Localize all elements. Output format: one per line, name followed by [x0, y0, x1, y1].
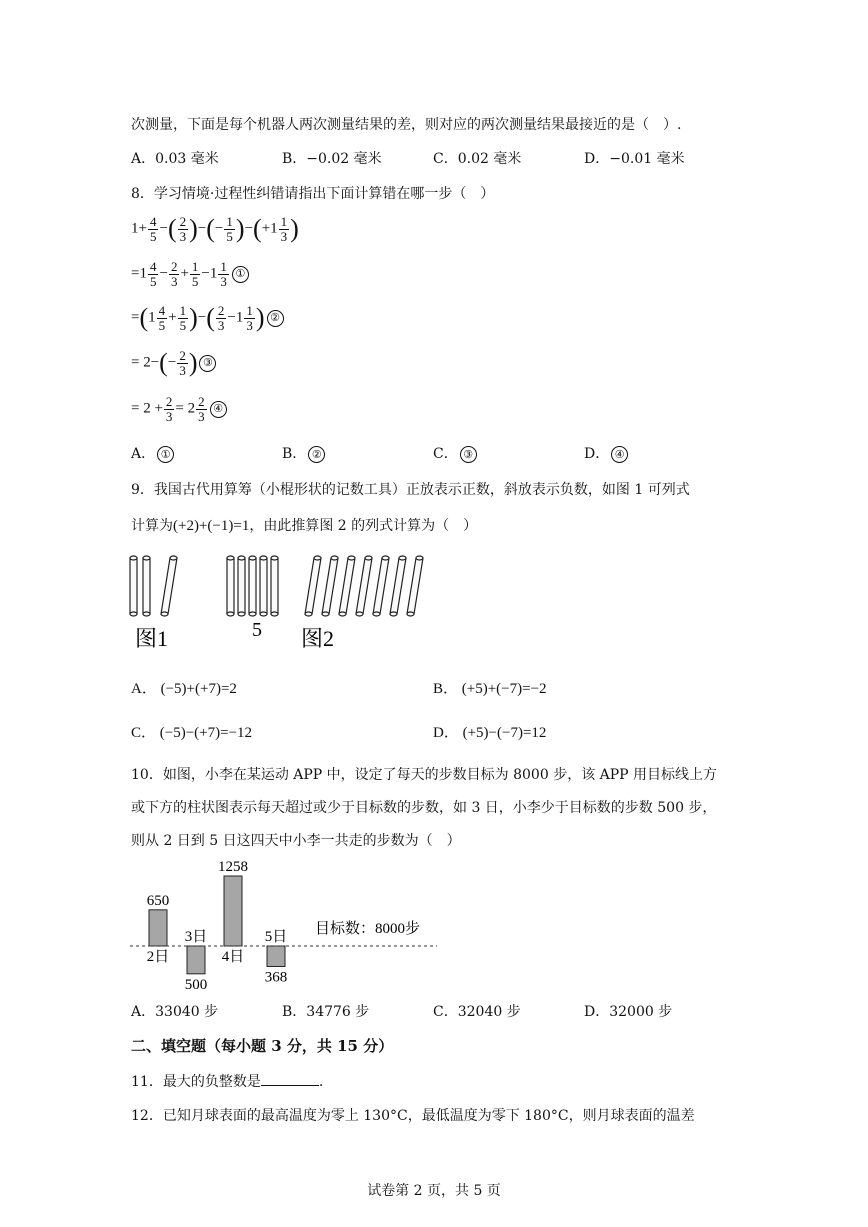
q9-option-d[interactable]: D． (+5)−(−7)=12: [433, 725, 547, 741]
fig2-slanted-rod: [322, 556, 338, 616]
q12-text: 12．已知月球表面的最高温度为零上 130°C，最低温度为零下 180°C，则月球表面的温差: [131, 1108, 695, 1124]
page-footer: 试卷第 2 页，共 5 页: [367, 1183, 501, 1199]
fig2-label: 图2: [301, 626, 335, 651]
steps-bar-chart: [125, 855, 445, 990]
fig2-slanted-rod: [339, 556, 355, 616]
bar-category-label: 5日: [264, 929, 288, 945]
q8-option-d[interactable]: D． ④: [584, 443, 628, 463]
fig1-slanted-rod: [161, 556, 177, 616]
q10-option-d[interactable]: D．32000 步: [584, 1004, 673, 1020]
bar-5日: [267, 946, 285, 966]
fig1-upright-rod: [143, 556, 150, 616]
q10-stem-line-1: 10．如图，小李在某运动 APP 中，设定了每天的步数目标为 8000 步，该 APP 用目标线上方: [131, 767, 718, 783]
fig2-slanted-rod: [373, 556, 389, 616]
fig1-upright-rod: [130, 556, 137, 616]
q9-option-c[interactable]: C． (−5)−(+7)=−12: [131, 725, 253, 741]
bar-value-label: 650: [146, 892, 170, 909]
q8-step-2: =(1 $\frac{4}{5}$ + $\frac{1}{5}$ )−( $\frac{2}{3}$ −1 $\frac{1}{3}$ ) ②: [131, 303, 284, 333]
q8-step-4: = 2 + $\frac{2}{3}$ = 2 $\frac{2}{3}$ ④: [131, 395, 227, 423]
bar-category-label: 4日: [221, 949, 245, 965]
fig2-slanted-rod: [407, 556, 423, 616]
q10-option-a[interactable]: A．33040 步: [131, 1004, 219, 1020]
fig2-number: 5: [252, 619, 262, 641]
bar-2日: [149, 910, 167, 946]
fig2-upright-rod: [227, 556, 234, 616]
q7-stem-line: 次测量，下面是每个机器人两次测量结果的差，则对应的两次测量结果最接近的是（ ）.: [131, 117, 682, 133]
bar-3日: [187, 946, 205, 974]
bar-value-label: 368: [264, 969, 288, 986]
bar-category-label: 2日: [146, 949, 170, 965]
section-heading: 二、填空题（每小题 3 分，共 15 分）: [131, 1037, 394, 1055]
counting-rods-figure: [125, 552, 455, 662]
q7-option-c[interactable]: C．0.02 毫米: [433, 151, 522, 167]
step-mark-4: ④: [210, 401, 227, 418]
q9-stem-line-2: 计算为(+2)+(−1)=1，由此推算图 2 的列式计算为（ ）: [131, 518, 478, 534]
q10-option-b[interactable]: B．34776 步: [282, 1004, 370, 1020]
q10-option-c[interactable]: C．32040 步: [433, 1004, 521, 1020]
q11-answer-blank[interactable]: [261, 1073, 319, 1086]
q8-stem: 8．学习情境·过程性纠错请指出下面计算错在哪一步（ ）: [131, 186, 495, 202]
q7-option-d[interactable]: D．−0.01 毫米: [584, 151, 685, 167]
q10-stem-line-3: 则从 2 日到 5 日这四天中小李一共走的步数为（ ）: [131, 833, 461, 849]
q11-text: 11．最大的负整数是 .: [131, 1074, 324, 1090]
bar-category-label: 3日: [184, 929, 208, 945]
bar-value-label: 500: [184, 976, 208, 990]
fig2-slanted-rod: [305, 556, 321, 616]
q8-expression-line: 1+ $\frac{4}{5}$ −( $\frac{2}{3}$ )−(− $\frac{1}{5}$ )−(+1 $\frac{1}{3}$ ): [131, 213, 299, 244]
fig2-slanted-rod: [390, 556, 406, 616]
q9-option-b[interactable]: B． (+5)+(−7)=−2: [433, 681, 547, 697]
target-label: 目标数：8000步: [315, 921, 421, 937]
q7-option-b[interactable]: B．−0.02 毫米: [282, 151, 382, 167]
q9-option-a[interactable]: A． (−5)+(+7)=2: [131, 681, 237, 697]
q8-step-3: = 2−(− $\frac{2}{3}$ ) ③: [131, 348, 216, 378]
bar-value-label: 1258: [218, 859, 248, 875]
q9-stem-line-1: 9．我国古代用算筹（小棍形状的记数工具）正放表示正数，斜放表示负数，如图 1 可列式: [131, 482, 690, 498]
q8-option-a[interactable]: A． ①: [131, 443, 174, 463]
q10-stem-line-2: 或下方的柱状图表示每天超过或少于目标数的步数，如 3 日，小李少于目标数的步数 500 步，: [131, 800, 717, 816]
step-mark-2: ②: [267, 310, 284, 327]
fig1-label: 图1: [135, 626, 169, 651]
step-mark-3: ③: [199, 355, 216, 372]
fig2-upright-rod: [238, 556, 245, 616]
fig2-slanted-rod: [356, 556, 372, 616]
fig2-upright-rod: [260, 556, 267, 616]
step-mark-1: ①: [232, 266, 249, 283]
fig2-upright-rod: [271, 556, 278, 616]
q8-option-c[interactable]: C． ③: [433, 443, 477, 463]
q8-step-1: =1 $\frac{4}{5}$ − $\frac{2}{3}$ + $\frac{1}{5}$ −1 $\frac{1}{3}$ ①: [131, 260, 249, 288]
q8-option-b[interactable]: B． ②: [282, 443, 325, 463]
fig2-upright-rod: [249, 556, 256, 616]
bar-4日: [224, 876, 242, 946]
q7-option-a[interactable]: A．0.03 毫米: [131, 151, 219, 167]
